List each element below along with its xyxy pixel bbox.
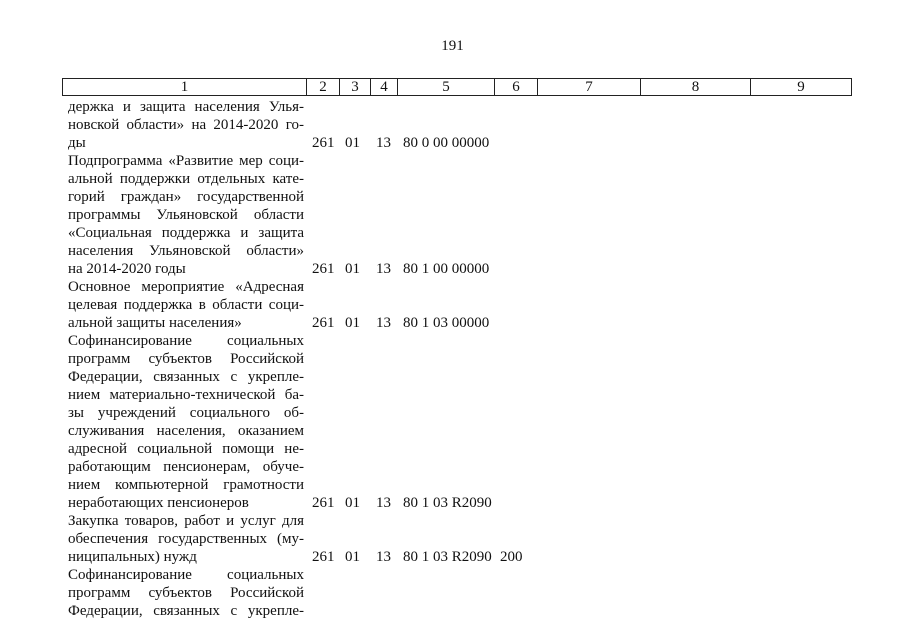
cell-c4: 13	[376, 135, 391, 151]
cell-c5: 80 0 00 00000	[403, 135, 490, 151]
description-line: ды	[68, 135, 86, 151]
description-line: Основное мероприятие «Адресная	[68, 279, 304, 295]
cell-c3: 01	[345, 315, 360, 331]
cell-c2: 261	[312, 315, 335, 331]
cell-c5: 80 1 03 00000	[403, 315, 490, 331]
description-line: Федерации, связанных с укрепле-	[68, 369, 304, 385]
header-col-3: 3	[339, 79, 370, 95]
cell-c2: 261	[312, 261, 335, 277]
description-line: ниципальных) нужд	[68, 549, 197, 565]
description-line: Софинансирование социальных	[68, 567, 304, 583]
description-line: программ субъектов Российской	[68, 351, 304, 367]
cell-c4: 13	[376, 261, 391, 277]
header-col-7: 7	[537, 79, 640, 95]
description-line: служивания населения, оказанием	[68, 423, 304, 439]
header-col-8: 8	[640, 79, 750, 95]
header-col-4: 4	[370, 79, 397, 95]
description-line: нием материально-технической ба-	[68, 387, 304, 403]
cell-c5: 80 1 03 R2090	[403, 495, 492, 511]
header-col-5: 5	[397, 79, 494, 95]
cell-c4: 13	[376, 549, 391, 565]
description-line: держка и защита населения Улья-	[68, 99, 304, 115]
cell-c4: 13	[376, 315, 391, 331]
description-line: на 2014-2020 годы	[68, 261, 186, 277]
cell-c3: 01	[345, 495, 360, 511]
cell-c5: 80 1 03 R2090	[403, 549, 492, 565]
description-line: Софинансирование социальных	[68, 333, 304, 349]
header-col-9: 9	[750, 79, 851, 95]
cell-c5: 80 1 00 00000	[403, 261, 490, 277]
description-line: альной защиты населения»	[68, 315, 242, 331]
description-line: Закупка товаров, работ и услуг для	[68, 513, 304, 529]
description-line: Федерации, связанных с укрепле-	[68, 603, 304, 619]
header-col-1: 1	[180, 79, 189, 95]
description-line: населения Ульяновской области»	[68, 243, 304, 259]
row-description	[68, 98, 304, 152]
cell-c6: 200	[500, 549, 523, 565]
description-line: нием компьютерной грамотности	[68, 477, 304, 493]
description-line: программ субъектов Российской	[68, 585, 304, 601]
row-description	[68, 152, 304, 278]
cell-c2: 261	[312, 549, 335, 565]
description-line: зы учреждений социального об-	[68, 405, 304, 421]
description-line: адресной социальной помощи не-	[68, 441, 304, 457]
cell-c3: 01	[345, 135, 360, 151]
description-line: работающим пенсионерам, обуче-	[68, 459, 304, 475]
table-header	[62, 78, 852, 96]
cell-c2: 261	[312, 495, 335, 511]
description-line: Подпрограмма «Развитие мер соци-	[68, 153, 304, 169]
row-description	[68, 512, 304, 566]
header-col-6: 6	[494, 79, 537, 95]
description-line: целевая поддержка в области соци-	[68, 297, 304, 313]
description-line: программы Ульяновской области	[68, 207, 304, 223]
cell-c3: 01	[345, 261, 360, 277]
cell-c3: 01	[345, 549, 360, 565]
description-line: неработающих пенсионеров	[68, 495, 249, 511]
description-line: горий граждан» государственной	[68, 189, 304, 205]
page-number: 191	[441, 38, 464, 54]
cell-c2: 261	[312, 135, 335, 151]
row-description	[68, 278, 304, 332]
description-line: обеспечения государственных (му-	[68, 531, 304, 547]
description-line: альной поддержки отдельных кате-	[68, 171, 304, 187]
header-col-2: 2	[306, 79, 339, 95]
description-line: новской области» на 2014-2020 го-	[68, 117, 304, 133]
row-description	[68, 332, 304, 512]
cell-c4: 13	[376, 495, 391, 511]
row-description	[68, 566, 304, 620]
description-line: «Социальная поддержка и защита	[68, 225, 304, 241]
